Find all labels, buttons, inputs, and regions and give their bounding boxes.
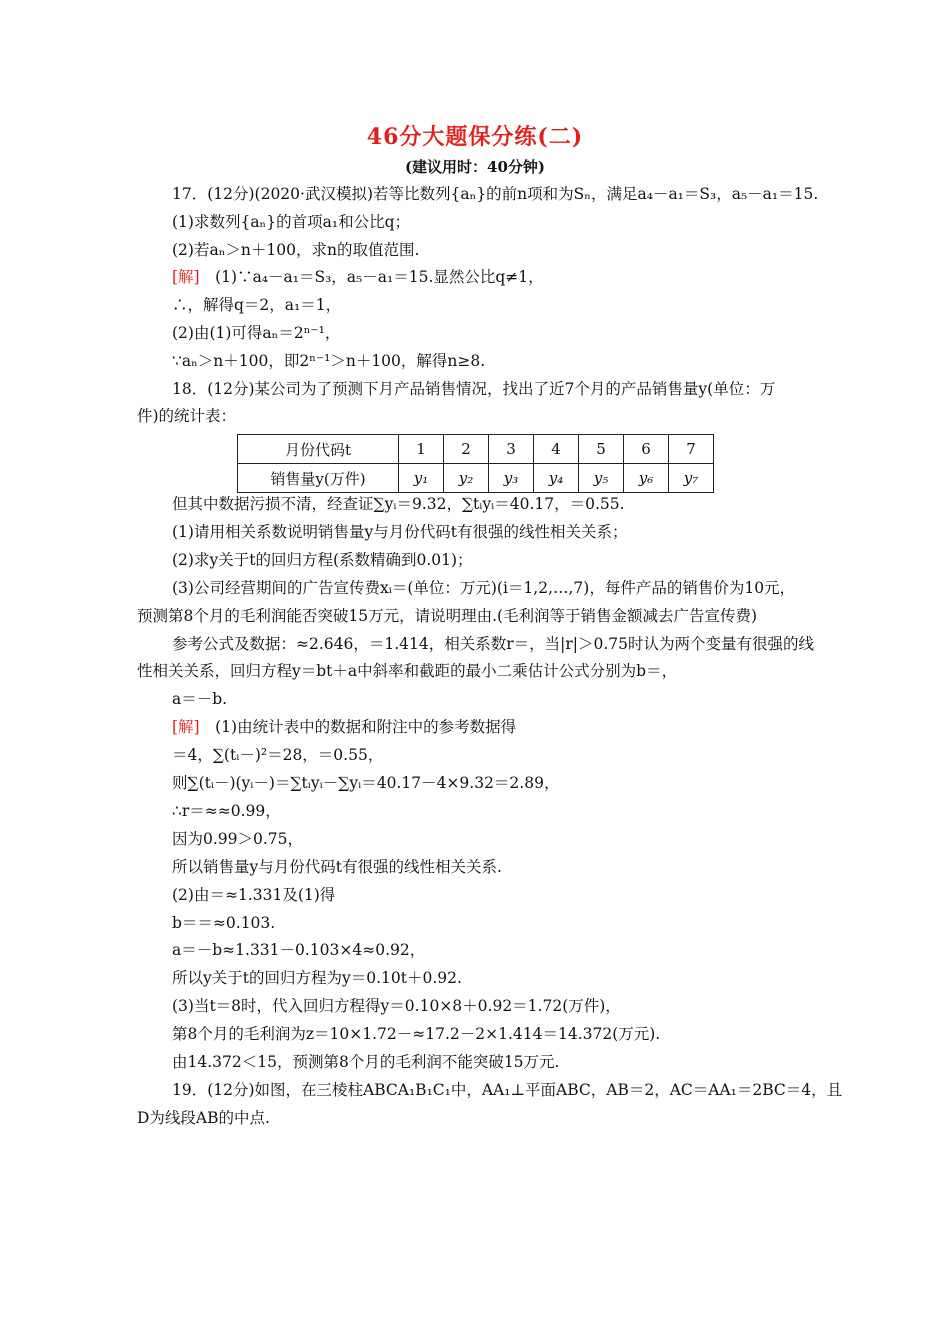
text-line bbox=[172, 967, 462, 989]
line-text: 件)的统计表： bbox=[137, 407, 237, 426]
line-text: (1)请用相关系数说明销售量y与月份代码t有很强的线性相关关系； bbox=[172, 522, 628, 541]
text-line bbox=[172, 294, 341, 316]
table-header-cell: 销售量y(万件) bbox=[238, 464, 399, 493]
table-cell: 3 bbox=[489, 435, 534, 464]
table-cell: 7 bbox=[669, 435, 714, 464]
line-text: a＝－b≈1.331－0.103×4≈0.92， bbox=[172, 941, 426, 960]
line-text: (2)若aₙ＞n＋100，求n的取值范围. bbox=[172, 240, 420, 259]
line-text: (3)公司经营期间的广告宣传费xᵢ＝(单位：万元)(i＝1,2,…,7)，每件产品的销售价为10元， bbox=[172, 578, 796, 597]
line-text: 参考公式及数据：≈2.646，＝1.414，相关系数r＝，当|r|＞0.75时认为两个变量有很强的线 bbox=[172, 634, 815, 653]
text-line bbox=[172, 772, 559, 794]
text-line bbox=[172, 884, 335, 906]
text-line bbox=[137, 660, 677, 682]
table-cell: 4 bbox=[534, 435, 579, 464]
line-text: 因为0.99＞0.75， bbox=[172, 829, 304, 848]
text-line bbox=[172, 744, 383, 766]
line-text: 第8个月的毛利润为z＝10×1.72－≈17.2－2×1.414＝14.372(万元). bbox=[172, 1025, 661, 1044]
line-text: 性相关关系，回归方程y＝bt＋a中斜率和截距的最小二乘估计公式分别为b＝， bbox=[137, 662, 678, 681]
line-text: 则∑(tᵢ－)(yᵢ－)＝∑tᵢyᵢ－∑yᵢ＝40.17－4×9.32＝2.89， bbox=[172, 774, 560, 792]
table-cell: 1 bbox=[399, 435, 444, 464]
text-line bbox=[172, 828, 303, 850]
line-text: (2)求y关于t的回归方程(系数精确到0.01)； bbox=[172, 550, 473, 569]
solution-tag: [解] bbox=[172, 268, 200, 287]
text-line bbox=[172, 856, 502, 878]
text-line bbox=[172, 239, 419, 261]
text-line bbox=[172, 521, 627, 543]
text-line bbox=[172, 688, 227, 710]
text-line bbox=[172, 939, 425, 961]
line-text: (1)求数列{aₙ}的首项a₁和公比q； bbox=[172, 212, 411, 231]
text-line bbox=[172, 183, 818, 205]
text-line bbox=[172, 378, 775, 400]
table-cell: y₅ bbox=[579, 464, 624, 493]
table-cell: y₂ bbox=[444, 464, 489, 493]
line-text: D为线段AB的中点. bbox=[137, 1108, 270, 1127]
line-text: ∴，解得q＝2，a₁＝1， bbox=[172, 296, 342, 315]
text-line bbox=[172, 577, 795, 599]
line-text: 预测第8个月的毛利润能否突破15万元，请说明理由.(毛利润等于销售金额减去广告宣传费) bbox=[137, 606, 758, 625]
statistics-table bbox=[237, 434, 714, 493]
line-text: ＝4，∑(tᵢ－)²＝28，＝0.55， bbox=[172, 746, 384, 765]
text-line bbox=[172, 211, 410, 233]
text-line bbox=[172, 1079, 842, 1101]
line-text: ∴r＝≈≈0.99， bbox=[172, 801, 281, 820]
line-text: 所以销售量y与月份代码t有很强的线性相关关系. bbox=[172, 857, 502, 876]
table-row bbox=[238, 435, 714, 464]
line-text: (2)由(1)可得aₙ＝2ⁿ⁻¹， bbox=[172, 324, 341, 342]
line-text: (2)由＝≈1.331及(1)得 bbox=[172, 885, 336, 904]
text-line bbox=[172, 549, 473, 571]
line-text: (1)由统计表中的数据和附注中的参考数据得 bbox=[199, 718, 517, 737]
text-line bbox=[172, 633, 814, 655]
page-title: 46分大题保分练(二) bbox=[366, 124, 584, 150]
table-header-cell: 月份代码t bbox=[238, 435, 399, 464]
line-text: a＝－b. bbox=[172, 690, 228, 709]
text-line bbox=[172, 800, 281, 822]
line-text: (1)∵a₄－a₁＝S₃，a₅－a₁＝15.显然公比q≠1， bbox=[199, 268, 544, 287]
table-cell: y₄ bbox=[534, 464, 579, 493]
table-cell: 5 bbox=[579, 435, 624, 464]
line-text: 18．(12分)某公司为了预测下月产品销售情况，找出了近7个月的产品销售量y(单位：万 bbox=[172, 379, 776, 398]
table-cell: y₇ bbox=[669, 464, 714, 493]
line-text: ∵aₙ＞n＋100，即2ⁿ⁻¹＞n＋100，解得n≥8. bbox=[172, 351, 486, 370]
page-subtitle: (建议用时：40分钟) bbox=[404, 158, 546, 176]
table-cell: y₆ bbox=[624, 464, 669, 493]
text-line bbox=[172, 350, 485, 372]
text-line bbox=[172, 716, 516, 738]
solution-tag: [解] bbox=[172, 718, 200, 737]
table-cell: 6 bbox=[624, 435, 669, 464]
text-line bbox=[172, 912, 275, 934]
text-line bbox=[172, 493, 625, 515]
text-line bbox=[172, 322, 340, 344]
table-row bbox=[238, 464, 714, 493]
line-text: (3)当t＝8时，代入回归方程得y＝0.10×8＋0.92＝1.72(万件)， bbox=[172, 997, 621, 1016]
text-line bbox=[137, 405, 236, 427]
table-cell: y₁ bbox=[399, 464, 444, 493]
line-text: b＝＝≈0.103. bbox=[172, 913, 276, 932]
text-line bbox=[172, 1051, 559, 1073]
table-cell: y₃ bbox=[489, 464, 534, 493]
table-cell: 2 bbox=[444, 435, 489, 464]
text-line bbox=[172, 1023, 660, 1045]
line-text: 17．(12分)(2020·武汉模拟)若等比数列{aₙ}的前n项和为Sₙ，满足a₄－a₁＝S₃，a₅－a₁＝15. bbox=[172, 185, 819, 203]
text-line bbox=[172, 995, 621, 1017]
line-text: 所以y关于t的回归方程为y＝0.10t＋0.92. bbox=[172, 969, 462, 988]
text-line bbox=[137, 605, 757, 627]
line-text: 由14.372＜15，预测第8个月的毛利润不能突破15万元. bbox=[172, 1053, 560, 1071]
line-text: 但其中数据污损不清，经查证∑yᵢ＝9.32，∑tᵢyᵢ＝40.17，＝0.55. bbox=[172, 495, 625, 513]
text-line bbox=[172, 266, 544, 288]
line-text: 19．(12分)如图，在三棱柱ABCA₁B₁C₁中，AA₁⊥平面ABC，AB＝2，AC＝AA₁＝2BC＝4，且 bbox=[172, 1080, 843, 1099]
text-line bbox=[137, 1107, 270, 1129]
